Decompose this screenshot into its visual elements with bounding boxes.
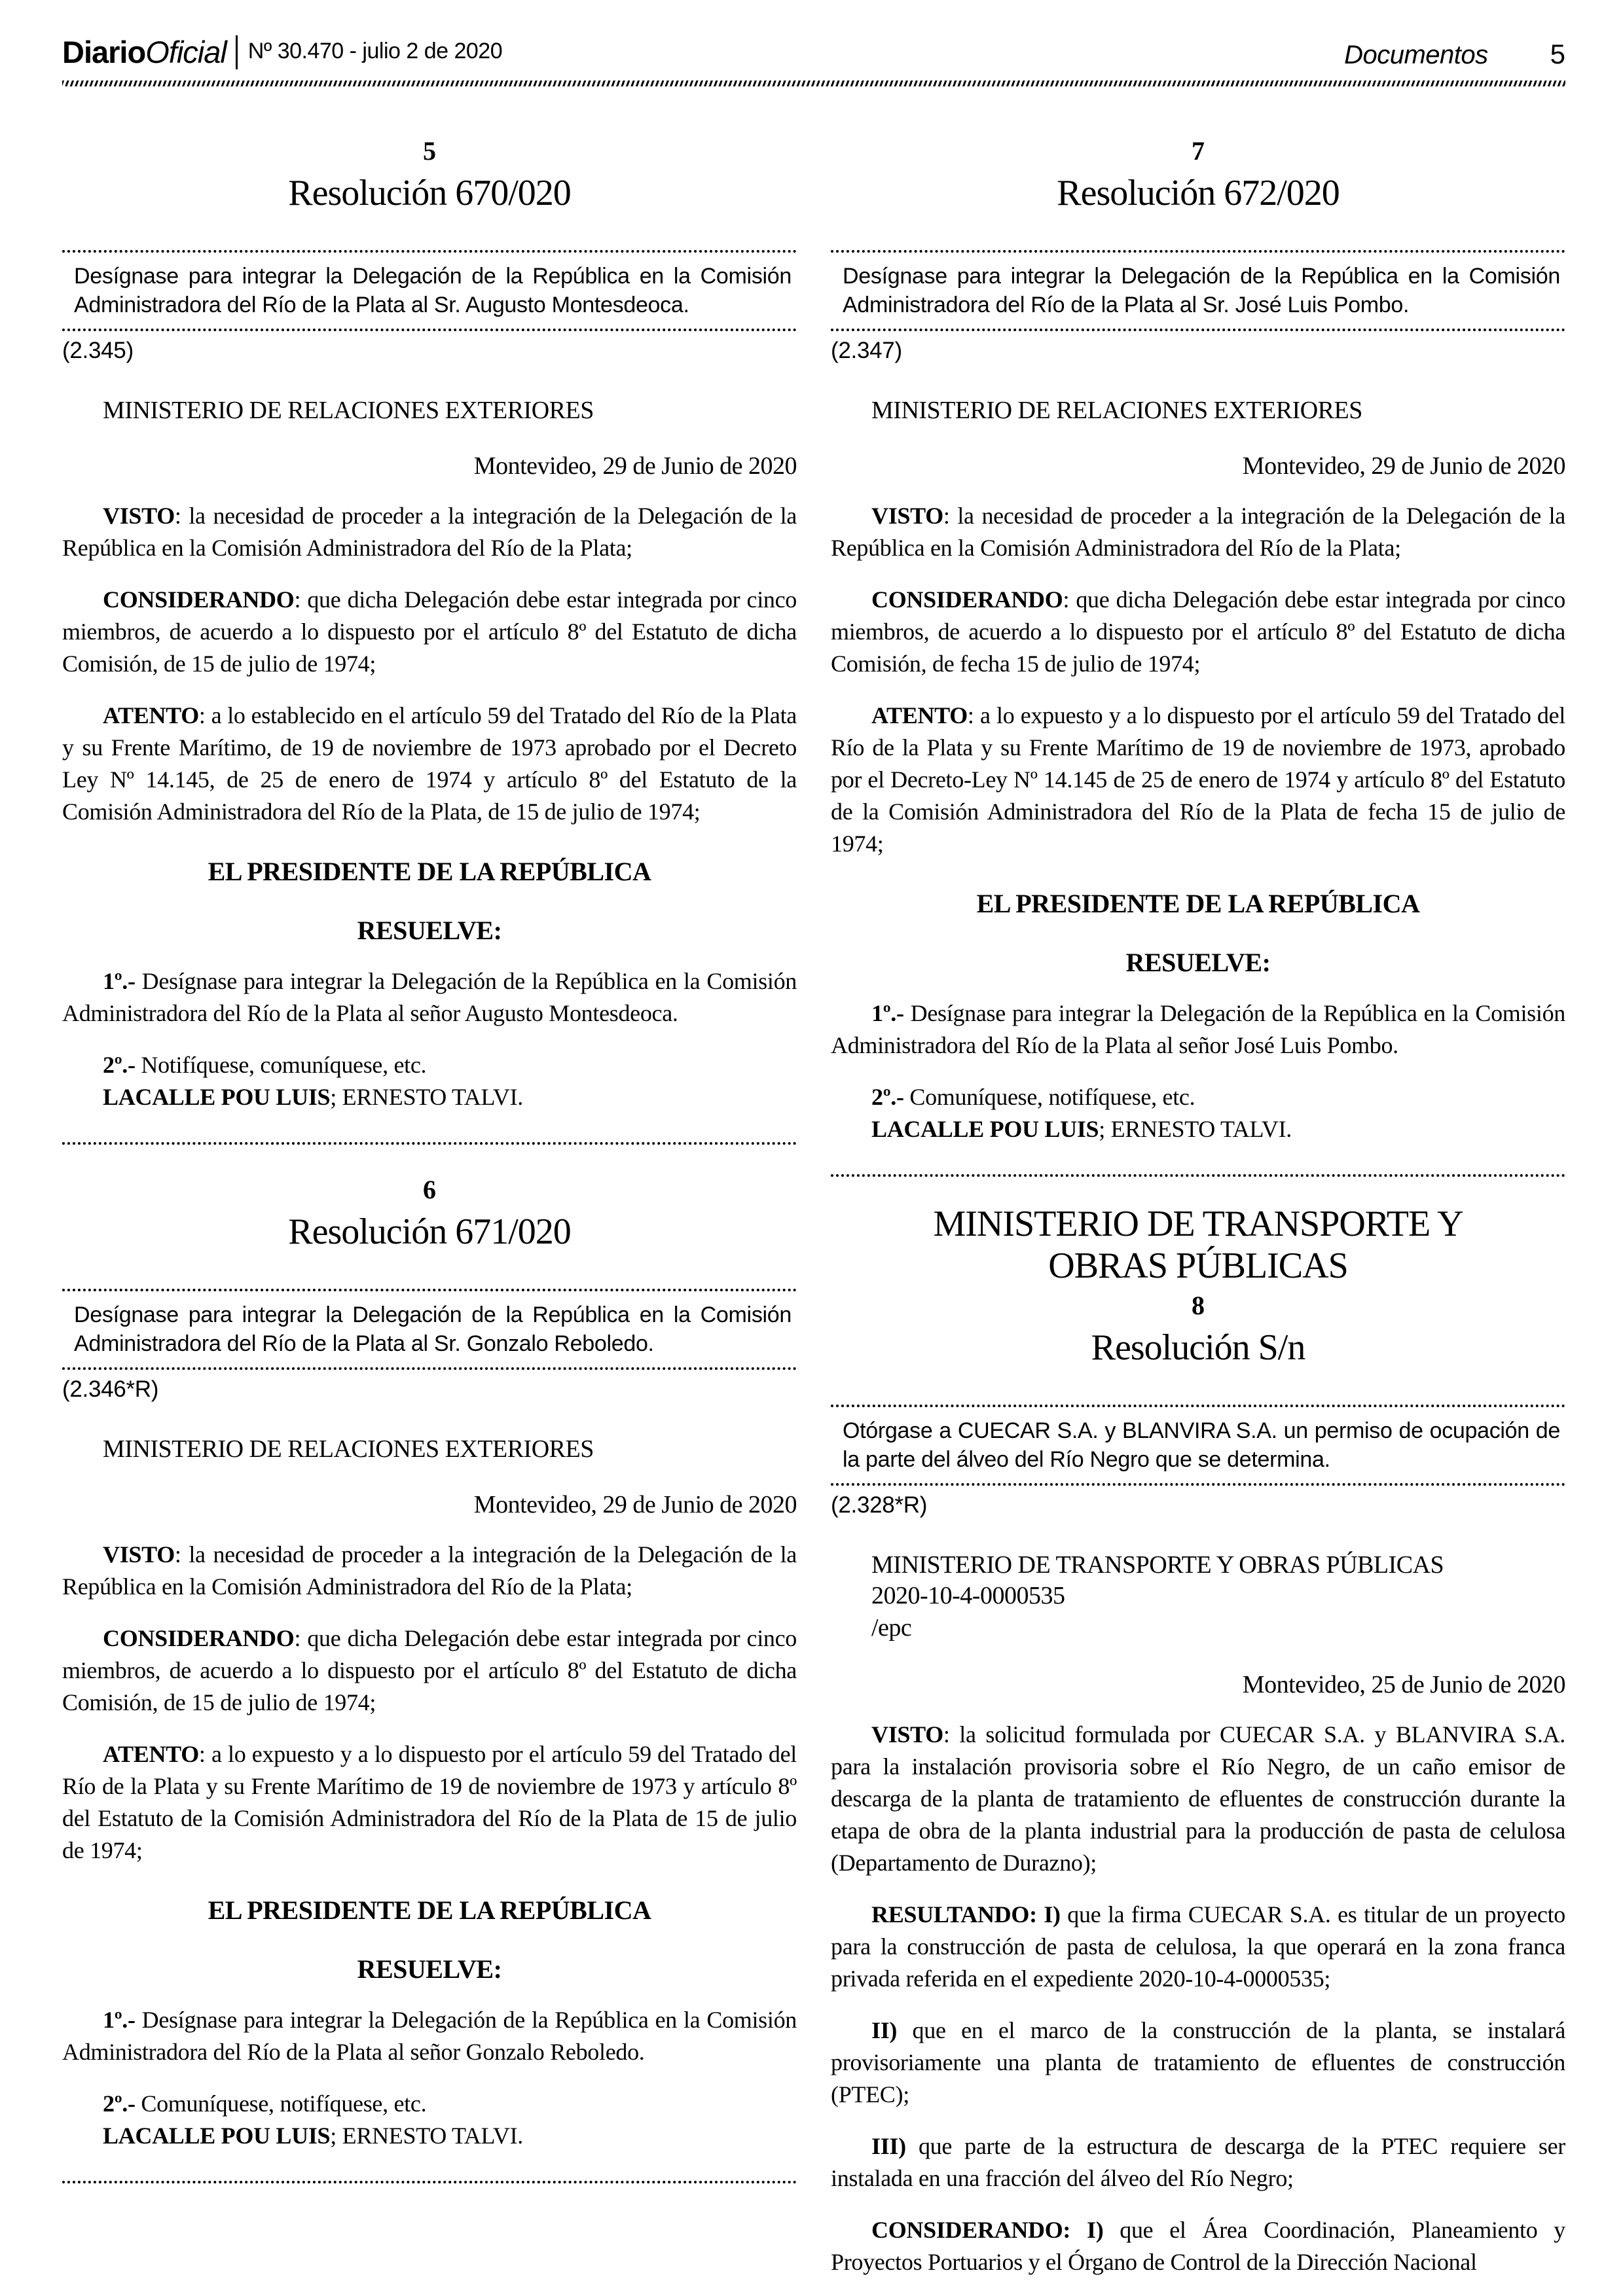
two-column-body xyxy=(62,92,1565,2278)
atento-text: : a lo establecido en el artículo 59 del Tratado del Río de la Plata y su Frente Marítimo, de 19 de noviembre de 1973 aprobado por el Decreto Ley Nº 14.145, de 25 de enero de 1974 y artículo 8º del Estatuto de la Comisión Administradora del Río de la Plata, de 15 de julio de 1974; xyxy=(62,702,797,825)
summary-box: Desígnase para integrar la Delegación de la República en la Comisión Administradora del Río de la Plata al Sr. José Luis Pombo. xyxy=(831,250,1565,331)
signature-minister: ; ERNESTO TALVI. xyxy=(330,1084,523,1110)
resolution-672 xyxy=(831,136,1565,1177)
summary-box: Desígnase para integrar la Delegación de la República en la Comisión Administradora del Río de la Plata al Sr. Augusto Montesdeoca. xyxy=(62,250,797,331)
considerando-text: : que dicha Delegación debe estar integrada por cinco miembros, de acuerdo a lo dispuesto por el artículo 8º del Estatuto de dicha Comisión, de 15 de julio de 1974; xyxy=(62,586,797,677)
dateline: Montevideo, 25 de Junio de 2020 xyxy=(1242,1671,1565,1698)
issue-info: Nº 30.470 - julio 2 de 2020 xyxy=(247,39,503,63)
item-2-lead: 2º.- xyxy=(103,2090,136,2117)
masthead-rule xyxy=(62,81,1565,86)
item-2-text: Notifíquese, comuníquese, etc. xyxy=(135,1052,427,1078)
signature-president: LACALLE POU LUIS xyxy=(103,1084,331,1110)
resolve-item-2 xyxy=(831,1081,1565,1113)
atento-lead: ATENTO xyxy=(103,1741,199,1767)
signature-minister: ; ERNESTO TALVI. xyxy=(1099,1116,1292,1142)
visto-lead: VISTO xyxy=(103,1541,175,1568)
paragraph-visto xyxy=(62,1539,797,1603)
item-number: 7 xyxy=(1192,136,1205,166)
paragraph-considerando xyxy=(831,584,1565,680)
considerando-text: que el Área Coordinación, Planeamiento y Proyectos Portuarios y el Órgano de Control de la Dirección Nacional xyxy=(831,2217,1565,2275)
atento-lead: ATENTO xyxy=(871,702,968,728)
item-2-lead: 2º.- xyxy=(103,1052,136,1078)
item-1-text: Desígnase para integrar la Delegación de la República en la Comisión Administradora del Río de la Plata al señor José Luis Pombo. xyxy=(831,1000,1565,1058)
section-separator xyxy=(831,1174,1565,1177)
dateline: Montevideo, 29 de Junio de 2020 xyxy=(1242,452,1565,480)
atento-text: : a lo expuesto y a lo dispuesto por el artículo 59 del Tratado del Río de la Plata y su Frente Marítimo de 19 de noviembre de 1973, aprobado por el Decreto-Ley Nº 14.145 de 25 de enero de 1974 y artículo 8º del Estatuto de la Comisión Administradora del Río de la Plata de fecha 15 de julio de 1974; xyxy=(831,702,1565,857)
ref-code: (2.346*R) xyxy=(62,1376,159,1402)
logo-bold: Diario xyxy=(62,35,146,69)
considerando-lead: CONSIDERANDO xyxy=(871,586,1063,613)
resolve-item-1 xyxy=(62,2004,797,2068)
president-heading: EL PRESIDENTE DE LA REPÚBLICA xyxy=(208,857,651,886)
section-separator xyxy=(62,2181,797,2183)
item-1-lead: 1º.- xyxy=(871,1000,904,1026)
paragraph-atento xyxy=(62,1738,797,1867)
right-column xyxy=(831,92,1565,2278)
signature-line xyxy=(62,1081,797,1113)
file-number: 2020-10-4-0000535 xyxy=(871,1582,1065,1609)
visto-text: : la necesidad de proceder a la integración de la Delegación de la República en la Comisión Administradora del Río de la Plata; xyxy=(62,503,797,561)
considerando-lead: CONSIDERANDO: I) xyxy=(871,2217,1104,2243)
masthead-divider xyxy=(236,35,238,69)
item-1-text: Desígnase para integrar la Delegación de la República en la Comisión Administradora del Río de la Plata al señor Gonzalo Reboledo. xyxy=(62,2007,797,2065)
resolve-heading: RESUELVE: xyxy=(1125,948,1271,977)
signature-minister: ; ERNESTO TALVI. xyxy=(330,2123,523,2149)
ministry-heading: MINISTERIO DE RELACIONES EXTERIORES xyxy=(871,397,1362,424)
dateline: Montevideo, 29 de Junio de 2020 xyxy=(473,1491,797,1518)
dateline: Montevideo, 29 de Junio de 2020 xyxy=(473,452,797,480)
visto-text: : la solicitud formulada por CUECAR S.A. y BLANVIRA S.A. para la instalación provisoria sobre el Río Negro, de un caño emisor de descarga de la planta de tratamiento de efluentes de construcción durante la etapa de obra de la planta industrial para la producción de pasta de celulosa (Departamento de Durazno); xyxy=(831,1721,1565,1876)
visto-text: : la necesidad de proceder a la integración de la Delegación de la República en la Comisión Administradora del Río de la Plata; xyxy=(62,1541,797,1600)
ministry-section-heading: MINISTERIO DE TRANSPORTE Y OBRAS PÚBLICAS xyxy=(933,1204,1463,1286)
resolution-title: Resolución 671/020 xyxy=(288,1211,571,1252)
logo-italic: Oficial xyxy=(145,35,227,69)
president-heading: EL PRESIDENTE DE LA REPÚBLICA xyxy=(976,889,1420,918)
paragraph-considerando xyxy=(62,584,797,680)
paragraph-atento xyxy=(831,700,1565,860)
resolution-sn xyxy=(831,1291,1565,2278)
ministry-heading: MINISTERIO DE TRANSPORTE Y OBRAS PÚBLICAS xyxy=(871,1551,1444,1579)
ref-code: (2.345) xyxy=(62,338,134,363)
paragraph-considerando xyxy=(831,2214,1565,2278)
paragraph-resultando-ii xyxy=(831,2015,1565,2111)
resolve-item-2 xyxy=(62,2088,797,2120)
considerando-lead: CONSIDERANDO xyxy=(103,586,295,613)
resultando-iii-text: que parte de la estructura de descarga de la PTEC requiere ser instalada en una fracción del álveo del Río Negro; xyxy=(831,2133,1565,2191)
masthead-right xyxy=(1344,39,1565,70)
signature-line xyxy=(62,2120,797,2152)
item-number: 6 xyxy=(423,1175,436,1204)
paragraph-resultando-iii xyxy=(831,2130,1565,2195)
ref-code: (2.347) xyxy=(831,338,902,363)
resolve-item-1 xyxy=(831,997,1565,1062)
item-2-lead: 2º.- xyxy=(871,1084,904,1110)
ministry-heading: MINISTERIO DE RELACIONES EXTERIORES xyxy=(103,1435,594,1463)
paragraph-visto xyxy=(62,500,797,564)
considerando-text: : que dicha Delegación debe estar integrada por cinco miembros, de acuerdo a lo dispuesto por el artículo 8º del Estatuto de dicha Comisión, de 15 de julio de 1974; xyxy=(62,1625,797,1715)
resolution-671 xyxy=(62,1175,797,2183)
item-2-text: Comuníquese, notifíquese, etc. xyxy=(135,2090,427,2117)
paragraph-atento xyxy=(62,700,797,828)
ministry-heading: MINISTERIO DE RELACIONES EXTERIORES xyxy=(103,397,594,424)
page-number: 5 xyxy=(1550,39,1565,69)
paragraph-resultando xyxy=(831,1899,1565,1995)
signature-president: LACALLE POU LUIS xyxy=(103,2123,331,2149)
resultando-text: que la firma CUECAR S.A. es titular de un proyecto para la construcción de pasta de celulosa, la que operará en la zona franca privada referida en el expediente 2020-10-4-0000535; xyxy=(831,1901,1565,1992)
summary-box: Desígnase para integrar la Delegación de la República en la Comisión Administradora del Río de la Plata al Sr. Gonzalo Reboledo. xyxy=(62,1289,797,1370)
masthead-left xyxy=(62,34,502,70)
paragraph-visto xyxy=(831,1719,1565,1879)
considerando-lead: CONSIDERANDO xyxy=(103,1625,295,1651)
visto-lead: VISTO xyxy=(871,1721,943,1748)
file-suffix: /epc xyxy=(871,1614,912,1641)
resolve-item-2 xyxy=(62,1049,797,1081)
signature-line xyxy=(831,1113,1565,1145)
visto-lead: VISTO xyxy=(103,503,175,529)
item-1-text: Desígnase para integrar la Delegación de la República en la Comisión Administradora del Río de la Plata al señor Augusto Montesdeoca. xyxy=(62,968,797,1026)
visto-lead: VISTO xyxy=(871,503,943,529)
resultando-ii-text: que en el marco de la construcción de la planta, se instalará provisoriamente una planta de tratamiento de efluentes de construcción (PTEC); xyxy=(831,2017,1565,2108)
resolve-item-1 xyxy=(62,965,797,1030)
item-1-lead: 1º.- xyxy=(103,968,136,994)
paragraph-considerando xyxy=(62,1623,797,1719)
resultando-iii-lead: III) xyxy=(871,2133,906,2159)
resolution-670 xyxy=(62,136,797,1145)
atento-lead: ATENTO xyxy=(103,702,199,728)
atento-text: : a lo expuesto y a lo dispuesto por el artículo 59 del Tratado del Río de la Plata y su Frente Marítimo de 19 de noviembre de 1973 y artículo 8º del Estatuto de la Comisión Administradora del Río de la Plata de 15 de julio de 1974; xyxy=(62,1741,797,1863)
section-separator xyxy=(62,1142,797,1145)
masthead xyxy=(62,34,1565,81)
item-number: 8 xyxy=(1192,1291,1205,1320)
considerando-text: : que dicha Delegación debe estar integrada por cinco miembros, de acuerdo a lo dispuesto por el artículo 8º del Estatuto de dicha Comisión, de fecha 15 de julio de 1974; xyxy=(831,586,1565,677)
paragraph-visto xyxy=(831,500,1565,564)
visto-text: : la necesidad de proceder a la integración de la Delegación de la República en la Comisión Administradora del Río de la Plata; xyxy=(831,503,1565,561)
summary-box: Otórgase a CUECAR S.A. y BLANVIRA S.A. un permiso de ocupación de la parte del álveo del Río Negro que se determina. xyxy=(831,1405,1565,1486)
resolution-title: Resolución 672/020 xyxy=(1057,173,1340,213)
president-heading: EL PRESIDENTE DE LA REPÚBLICA xyxy=(208,1895,651,1925)
section-label: Documentos xyxy=(1344,41,1488,69)
signature-president: LACALLE POU LUIS xyxy=(871,1116,1099,1142)
ref-code: (2.328*R) xyxy=(831,1492,928,1518)
gazette-logo xyxy=(62,34,227,70)
resolution-title: Resolución 670/020 xyxy=(288,173,571,213)
resolution-title: Resolución S/n xyxy=(1091,1327,1305,1368)
item-1-lead: 1º.- xyxy=(103,2007,136,2033)
item-number: 5 xyxy=(423,136,436,166)
resultando-lead: RESULTANDO: I) xyxy=(871,1901,1061,1928)
item-2-text: Comuníquese, notifíquese, etc. xyxy=(903,1084,1195,1110)
left-column xyxy=(62,92,797,2278)
resolve-heading: RESUELVE: xyxy=(357,916,502,945)
resultando-ii-lead: II) xyxy=(871,2017,898,2043)
resolve-heading: RESUELVE: xyxy=(357,1954,502,1984)
